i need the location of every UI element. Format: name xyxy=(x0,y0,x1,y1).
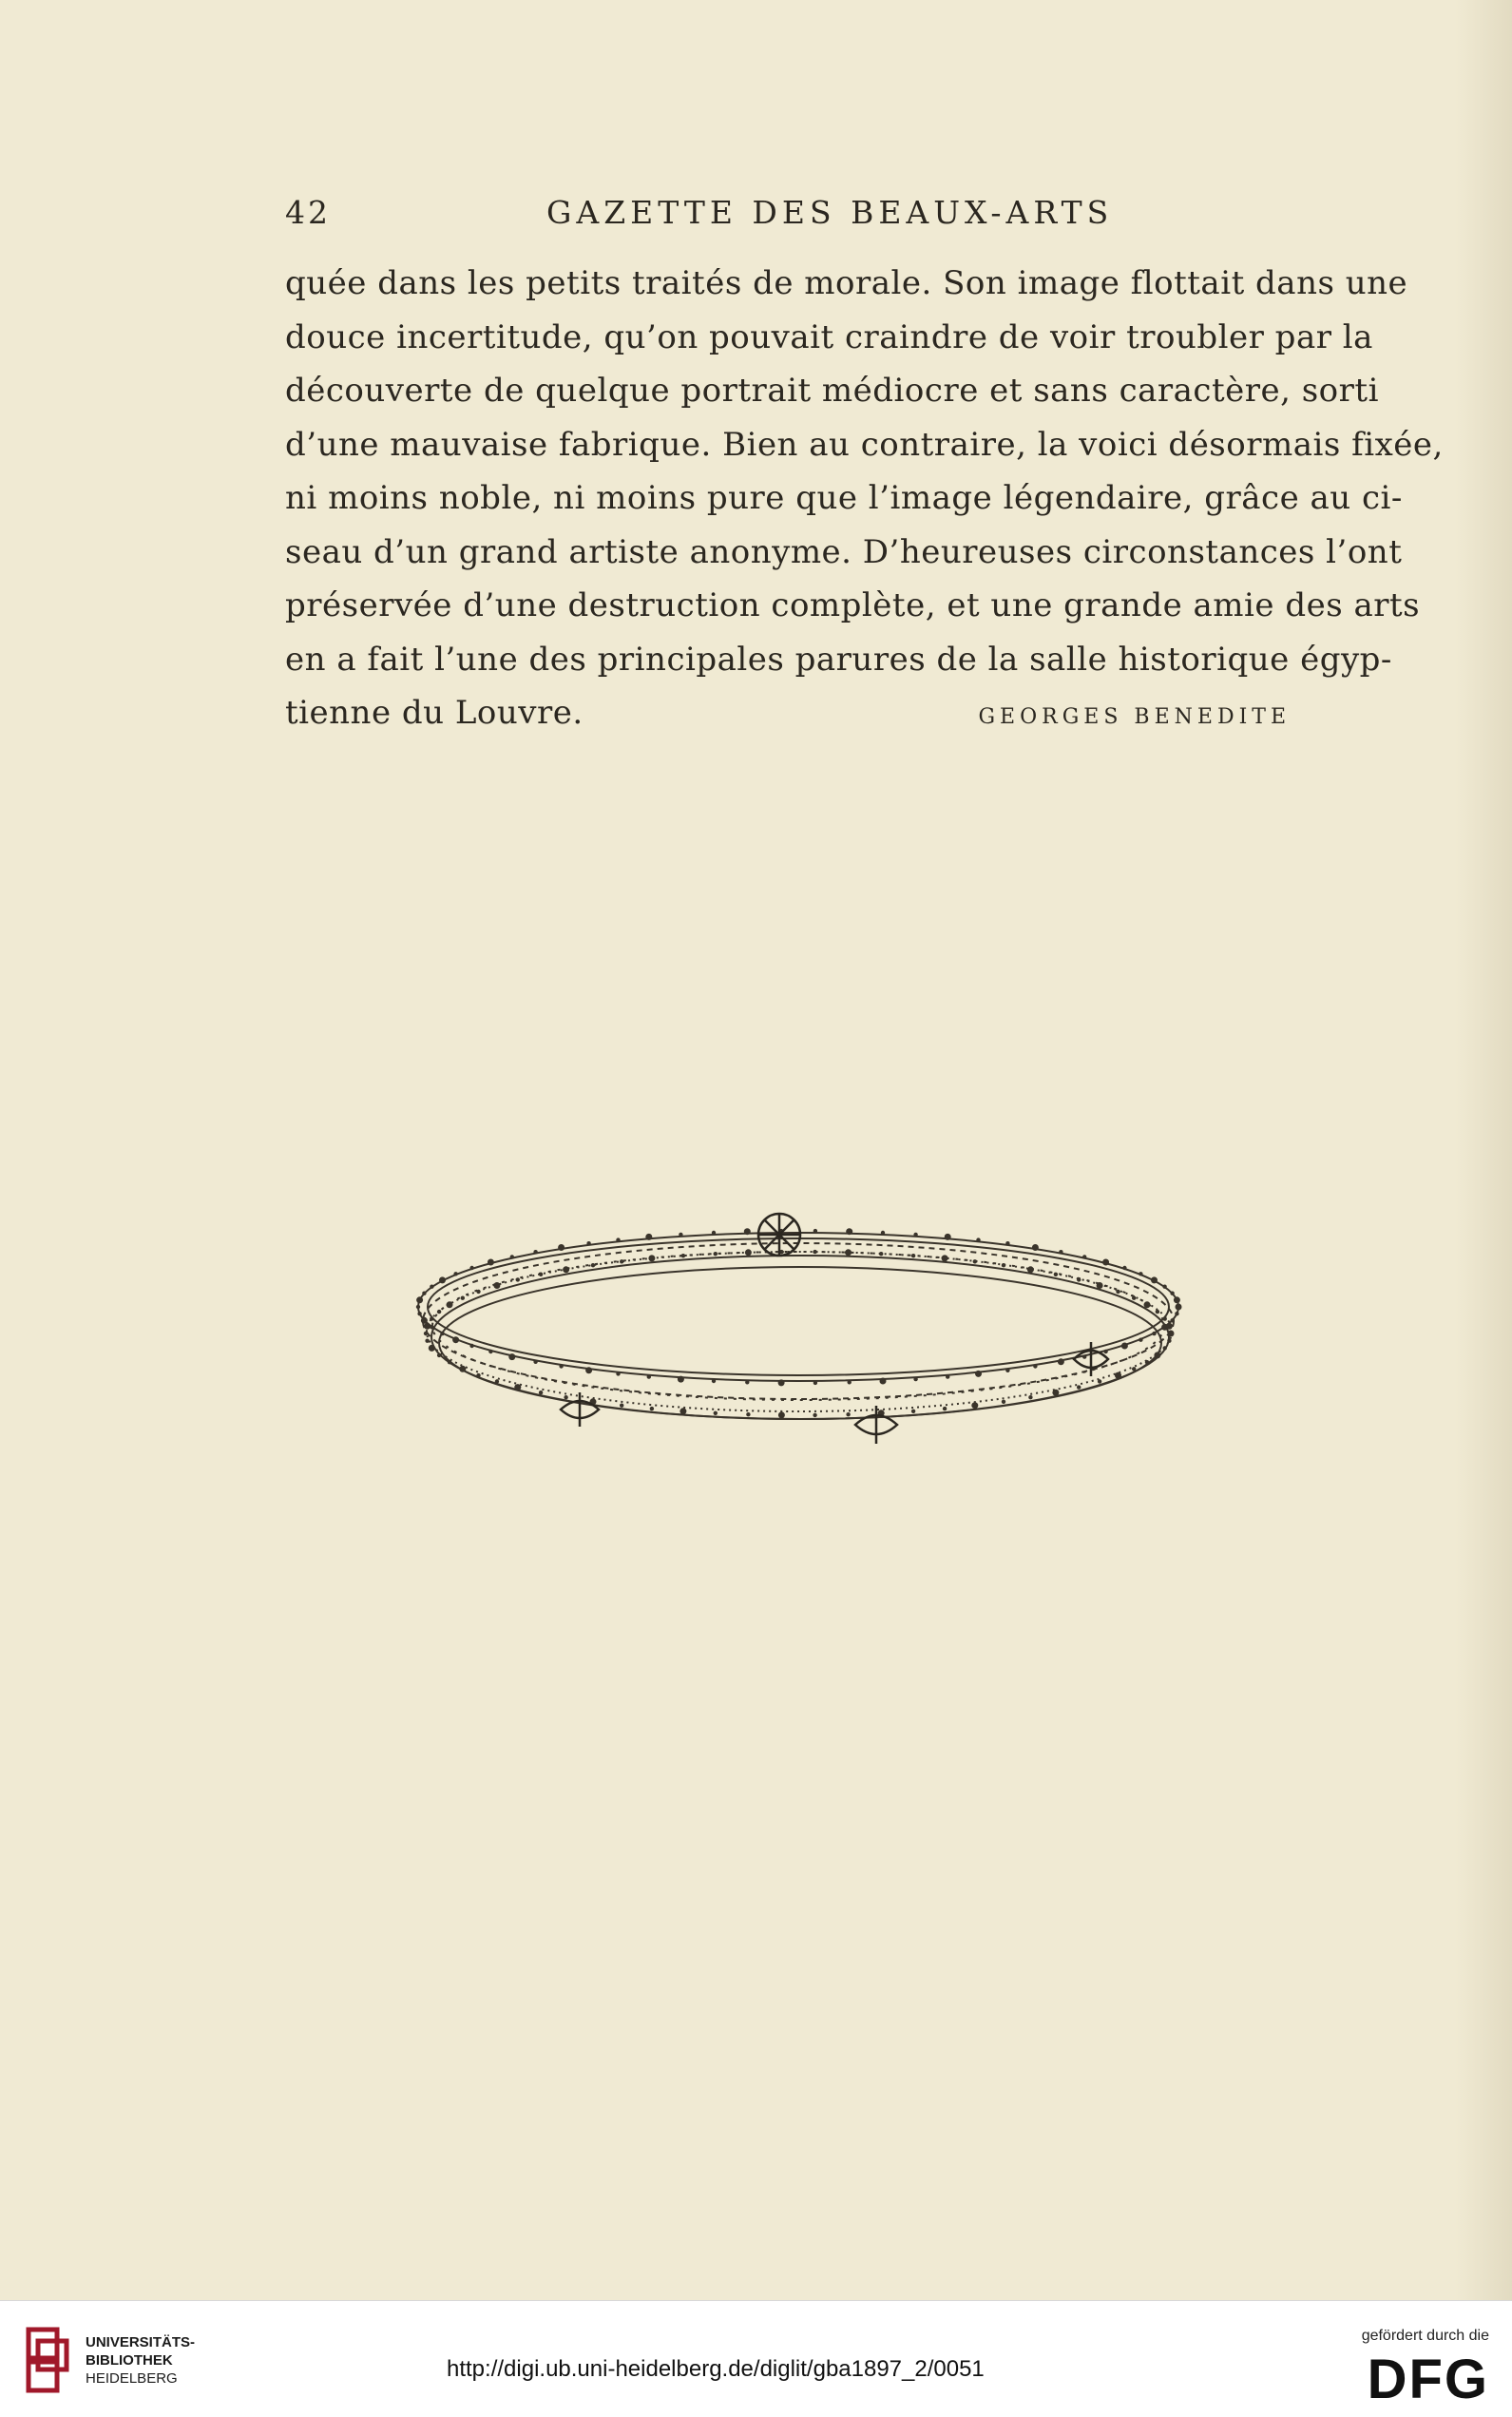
flower-dot xyxy=(746,1412,750,1416)
flower-dot xyxy=(942,1255,948,1261)
flower-dot xyxy=(516,1277,520,1281)
flower-dot xyxy=(1028,1395,1032,1399)
flower-dot xyxy=(421,1317,428,1324)
flower-dot xyxy=(975,1371,982,1377)
flower-dot xyxy=(1098,1379,1101,1383)
flower-dot xyxy=(422,1292,426,1295)
flower-dot xyxy=(1145,1360,1149,1364)
text-line: quée dans les petits traités de morale. Son image flottait dans une xyxy=(285,264,1408,302)
flower-dot xyxy=(533,1250,537,1254)
flower-dot xyxy=(880,1378,887,1385)
flower-dot xyxy=(945,1234,951,1240)
flower-dot xyxy=(971,1402,978,1409)
flower-dot xyxy=(1059,1250,1062,1254)
flower-dot xyxy=(1132,1367,1136,1371)
flower-dot xyxy=(447,1301,453,1308)
flower-dot xyxy=(539,1273,543,1276)
flower-dot xyxy=(539,1391,543,1394)
flower-dot xyxy=(973,1259,977,1263)
flower-dot xyxy=(1116,1290,1120,1294)
flower-dot xyxy=(813,1229,817,1233)
running-head xyxy=(285,194,1311,236)
funding-label: gefördert durch die xyxy=(1361,2328,1489,2344)
flower-dot xyxy=(476,1290,480,1294)
flower-dot xyxy=(1152,1332,1156,1335)
body-paragraph xyxy=(285,257,1444,740)
flower-dot xyxy=(946,1374,949,1378)
flower-dot xyxy=(430,1316,433,1320)
flower-dot xyxy=(679,1233,682,1237)
flower-dot xyxy=(845,1249,852,1256)
flower-dot xyxy=(1122,1266,1126,1270)
flower-dot xyxy=(1033,1364,1037,1368)
flower-dot xyxy=(778,1411,785,1418)
flower-dot xyxy=(1170,1318,1174,1322)
flower-dot xyxy=(813,1381,817,1385)
flower-dot xyxy=(681,1254,685,1257)
flower-dot xyxy=(448,1360,451,1364)
flower-dot xyxy=(559,1364,563,1368)
flower-dot xyxy=(425,1339,429,1343)
dfg-logo: DFG xyxy=(1367,2349,1489,2410)
flower-dot xyxy=(745,1249,752,1256)
flower-dot xyxy=(648,1255,655,1261)
flower-dot xyxy=(846,1228,852,1235)
library-name-line: UNIVERSITÄTS- xyxy=(86,2334,196,2350)
flower-dot xyxy=(620,1404,623,1408)
flower-dot xyxy=(1077,1277,1081,1281)
flower-dot xyxy=(1002,1400,1005,1404)
flower-dot xyxy=(1154,1352,1160,1358)
flower-dot xyxy=(416,1296,423,1303)
flower-dot xyxy=(429,1345,435,1352)
flower-dot xyxy=(913,1233,917,1237)
flower-dot xyxy=(439,1276,446,1283)
flower-dot xyxy=(679,1408,686,1414)
flower-dot xyxy=(488,1350,492,1353)
flower-dot xyxy=(440,1332,444,1335)
flower-dot xyxy=(476,1373,480,1377)
flower-dot xyxy=(586,1241,590,1245)
flower-dot xyxy=(1005,1241,1009,1245)
flower-dot xyxy=(647,1374,651,1378)
flower-dot xyxy=(813,1250,816,1254)
flower-dot xyxy=(778,1379,785,1386)
flower-dot xyxy=(744,1228,751,1235)
flower-dot xyxy=(514,1384,521,1391)
flower-dot xyxy=(616,1237,620,1241)
flower-dot xyxy=(430,1285,433,1289)
flower-dot xyxy=(1005,1369,1009,1372)
flower-dot xyxy=(424,1332,428,1335)
flower-dot xyxy=(1139,1338,1142,1342)
flower-dot xyxy=(469,1266,473,1270)
flower-dot xyxy=(459,1366,466,1372)
flower-dot xyxy=(913,1377,917,1381)
flower-dot xyxy=(1052,1390,1059,1396)
flower-dot xyxy=(1082,1255,1086,1258)
flower-dot xyxy=(1032,1244,1039,1251)
flower-dot xyxy=(712,1231,716,1235)
flower-dot xyxy=(424,1323,431,1330)
flower-dot xyxy=(1054,1273,1058,1276)
flower-dot xyxy=(976,1237,980,1241)
flower-dot xyxy=(616,1372,620,1375)
library-name xyxy=(86,2333,195,2388)
flower-dot xyxy=(1002,1263,1005,1267)
text-line: tienne du Louvre. xyxy=(285,694,584,732)
flower-dot xyxy=(1058,1358,1064,1365)
permalink-url[interactable]: http://digi.ub.uni-heidelberg.de/diglit/gba1897_2/0051 xyxy=(447,2356,985,2382)
flower-dot xyxy=(1139,1272,1142,1276)
flower-dot xyxy=(813,1413,816,1417)
flower-dot xyxy=(1170,1292,1174,1295)
flower-dot xyxy=(650,1407,654,1410)
flower-dot xyxy=(911,1410,915,1413)
flower-dot xyxy=(745,1380,749,1384)
text-line: seau d’un grand artiste anonyme. D’heureuses circonstances l’ont xyxy=(285,532,1403,571)
flower-ornaments xyxy=(416,1228,1182,1418)
text-line: d’une mauvaise fabrique. Bien au contraire, la voici désormais fixée, xyxy=(285,425,1444,464)
flower-dot xyxy=(563,1266,569,1273)
flower-dot xyxy=(1077,1385,1081,1389)
digitization-footer xyxy=(0,2300,1512,2417)
flower-dot xyxy=(453,1272,457,1276)
flower-dot xyxy=(564,1395,567,1399)
flower-dot xyxy=(1027,1266,1034,1273)
flower-dot xyxy=(585,1367,592,1373)
flower-dot xyxy=(1151,1276,1158,1283)
flower-dot xyxy=(911,1254,915,1257)
text-line: en a fait l’une des principales parures de la salle historique égyp- xyxy=(285,640,1392,679)
flower-dot xyxy=(437,1310,441,1314)
flower-dot xyxy=(712,1379,716,1383)
flower-dot xyxy=(437,1353,441,1357)
flower-dot xyxy=(1097,1282,1103,1289)
flower-dot xyxy=(1163,1316,1167,1320)
text-line: ni moins noble, ni moins pure que l’image légendaire, grâce au ci- xyxy=(285,479,1403,517)
flower-dot xyxy=(714,1411,718,1415)
flower-dot xyxy=(1156,1310,1159,1314)
flower-dot xyxy=(488,1259,494,1266)
flower-dot xyxy=(416,1305,420,1309)
flower-dot xyxy=(1176,1304,1182,1311)
flower-dot xyxy=(714,1252,718,1256)
flower-dot xyxy=(558,1244,565,1251)
author-signature: GEORGES BENEDITE xyxy=(978,705,1291,729)
flower-dot xyxy=(1115,1372,1121,1379)
flower-dot xyxy=(1162,1285,1166,1289)
diadem-engraving xyxy=(390,1164,1216,1497)
flower-dot xyxy=(943,1407,947,1410)
library-name-line: BIBLIOTHEK xyxy=(86,2352,173,2369)
flower-dot xyxy=(1174,1296,1180,1303)
flower-dot xyxy=(620,1259,623,1263)
flower-dot xyxy=(495,1379,499,1383)
flower-dot xyxy=(1167,1339,1171,1343)
page-number: 42 xyxy=(285,194,331,231)
flower-dot xyxy=(417,1312,421,1315)
flower-dot xyxy=(1132,1296,1136,1300)
flower-dot xyxy=(1163,1346,1167,1350)
text-line: douce incertitude, qu’on pouvait craindre de voir troubler par la xyxy=(285,317,1373,356)
flower-dot xyxy=(846,1412,850,1416)
flower-dot xyxy=(1102,1259,1109,1266)
flower-dot xyxy=(1166,1323,1173,1330)
flower-dot xyxy=(1168,1331,1175,1337)
flower-dot xyxy=(678,1376,684,1383)
flower-dot xyxy=(881,1231,885,1235)
university-library-logo xyxy=(19,2320,76,2400)
flower-dot xyxy=(848,1380,852,1384)
flower-dot xyxy=(591,1263,595,1267)
flower-dot xyxy=(1121,1343,1128,1350)
text-line: découverte de quelque portrait médiocre et sans caractère, sorti xyxy=(285,372,1379,410)
flower-dot xyxy=(533,1360,537,1364)
flower-dot xyxy=(469,1344,473,1348)
flower-dot xyxy=(1082,1354,1086,1358)
flower-dot xyxy=(508,1353,515,1360)
flower-dot xyxy=(493,1282,500,1289)
flower-dot xyxy=(1175,1312,1178,1315)
flower-dot xyxy=(461,1296,465,1300)
flower-dot xyxy=(879,1252,883,1256)
flower-dot xyxy=(510,1255,514,1258)
text-line: préservée d’une destruction complète, et une grande amie des arts xyxy=(285,586,1421,624)
flower-dot xyxy=(1103,1350,1107,1353)
flower-dot xyxy=(645,1234,652,1240)
library-name-line: HEIDELBERG xyxy=(86,2370,178,2387)
journal-title: GAZETTE DES BEAUX-ARTS xyxy=(546,194,1114,231)
flower-dot xyxy=(452,1336,459,1343)
flower-dot xyxy=(1144,1301,1151,1308)
